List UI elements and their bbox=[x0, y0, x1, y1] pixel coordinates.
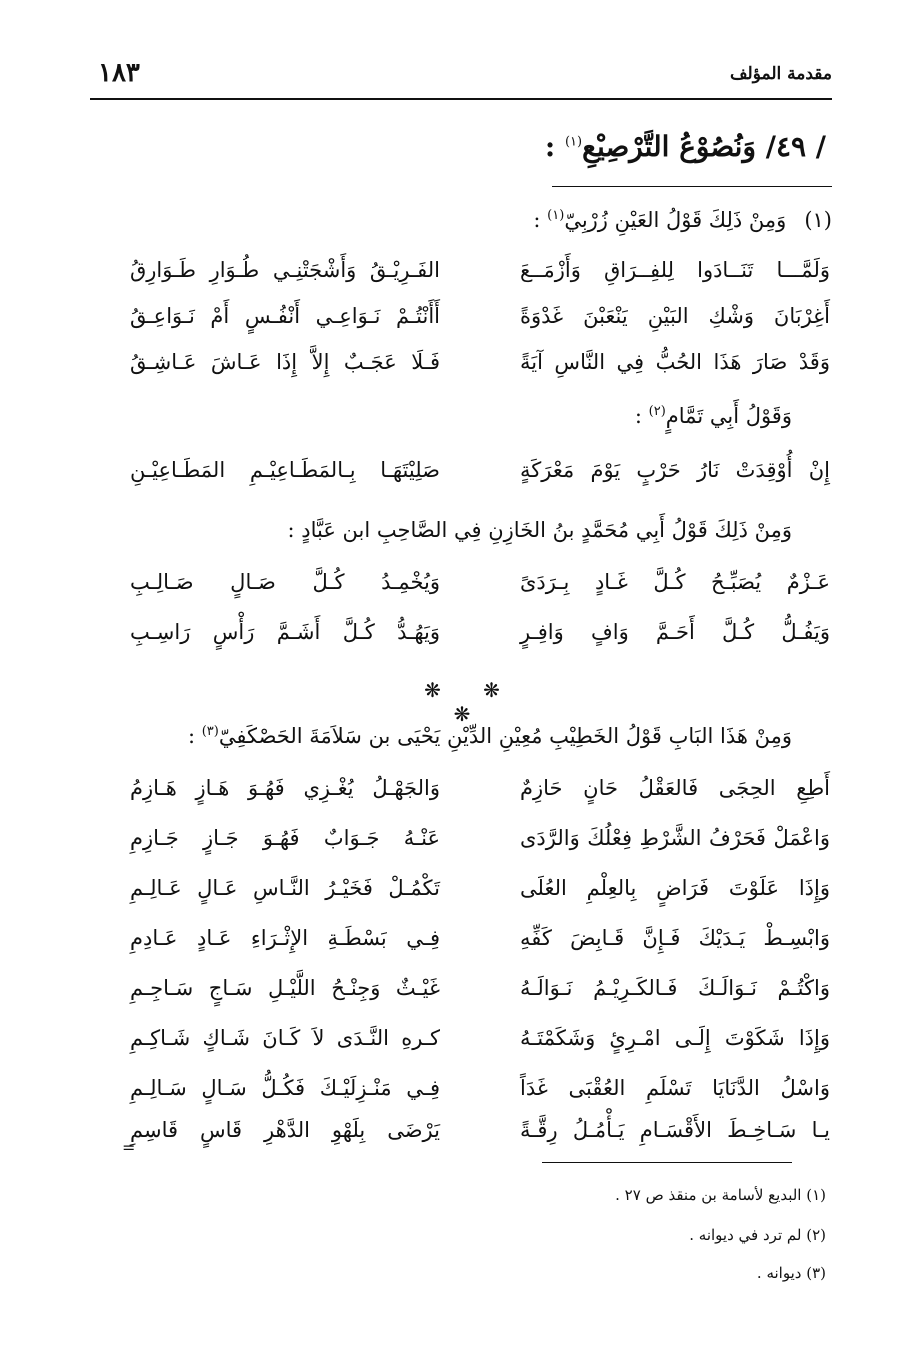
verse-second-hemistich: أَأَنْتُـمْ نَـوَاعِـي أَنْفُـسٍ أَمْ نَـوَاعِـقُ bbox=[130, 304, 440, 328]
verse-second-hemistich: تَكْمُـلْ فَخَيْـرُ النَّـاسِ عَـالٍ عَـالِـمِ bbox=[130, 876, 440, 900]
footnote-rule bbox=[542, 1162, 792, 1163]
verse-first-hemistich: وَإِذَا عَلَوْتَ فَرَاضٍ بِالعِلْمِ العُلَى bbox=[520, 876, 830, 900]
continuation-mark: = bbox=[122, 1138, 136, 1157]
verse-second-hemistich: وَالجَهْـلُ يُغْـزِي فَهُـوَ هَـازٍ هَـازِمُ bbox=[130, 776, 440, 800]
verse-line bbox=[130, 1076, 830, 1110]
verse-line bbox=[130, 258, 830, 292]
verse-first-hemistich: وَإِذَا شَكَوْتَ إِلَـى امْـرِئٍ وَشَكَمْتَـهُ bbox=[520, 1026, 830, 1050]
verse-line bbox=[130, 304, 830, 338]
verse-first-hemistich: أَطِعِ الحِجَى فَالعَقْلُ حَانٍ حَازِمٌ bbox=[520, 776, 830, 800]
verse-line bbox=[130, 976, 830, 1010]
note-ref: (١) bbox=[547, 208, 565, 223]
intro-colon: : bbox=[187, 724, 196, 748]
intro-text: وَمِنْ ذَلِكَ قَوْلُ العَيْنِ زُرْبِيّ bbox=[564, 208, 787, 232]
verse-second-hemistich: فَـلَا عَجَـبٌ إِلاَّ إِذَا عَـاشَ عَـاشِـقُ bbox=[130, 350, 440, 374]
verse-first-hemistich: وَابْسِـطْ يَـدَيْكَ فَـإِنَّ قَـابِضَ كَفِّهِ bbox=[520, 926, 830, 950]
verse-first-hemistich: وَاسْلُ الدَّنَايَا تَسْلَمِ العُقْبَى غَدَاً bbox=[520, 1076, 830, 1100]
intro-line-1 bbox=[92, 208, 832, 232]
running-title: مقدمة المؤلف bbox=[729, 64, 832, 84]
intro-text: وَمِنْ ذَلِكَ قَوْلُ أَبِي مُحَمَّدٍ بنُ الخَازِنِ فِي الصَّاحِبِ ابن عَبَّادٍ bbox=[301, 518, 792, 542]
verse-second-hemistich: كـرهِ النَّـدَى لاَ كَـانَ شَـاكٍ شَـاكِـمِ bbox=[130, 1026, 440, 1050]
header-rule bbox=[90, 98, 832, 100]
running-head bbox=[92, 58, 832, 94]
verse-second-hemistich: فِـي بَسْطَـةِ الإِثْـرَاءِ عَـادٍ عَـادِمِ bbox=[130, 926, 440, 950]
verse-second-hemistich: عَنْـهُ جَـوَابٌ فَهُـوَ جَـازٍ جَـازِمِ bbox=[130, 826, 440, 850]
intro-colon: : bbox=[533, 208, 541, 232]
verse-second-hemistich: فِـي مَنْـزِلَيْـكَ فَكُـلُّ سَـالٍ سَـالِـمِ bbox=[130, 1076, 440, 1100]
note-ref: (٣) bbox=[201, 724, 219, 739]
verse-second-hemistich: وَيُخْمِـدُ كُـلَّ صَـالٍ صَـالِـبِ bbox=[130, 570, 440, 594]
intro-colon: : bbox=[287, 518, 295, 542]
section-heading-note: (١) bbox=[564, 134, 583, 150]
verse-first-hemistich: وَقَدْ صَارَ هَذَا الحُبُّ فِي النَّاسِ آيَةً bbox=[520, 350, 830, 374]
intro-text: وَمِنْ هَذَا البَابِ قَوْلُ الخَطِيْبِ مُعِيْنِ الدِّيْنِ يَحْيَى بن سَلاَمَةَ الحَصْكَفِيّ bbox=[218, 724, 792, 748]
verse-line bbox=[130, 926, 830, 960]
intro-line-2 bbox=[52, 404, 792, 428]
verse-line bbox=[130, 1118, 830, 1152]
verse-line bbox=[130, 876, 830, 910]
verse-first-hemistich: أَغِرْبَانَ وَشْكِ البَيْنِ يَنْعَبْنَ غَدْوَةً bbox=[520, 304, 830, 328]
section-heading-colon: : bbox=[544, 130, 556, 163]
verse-line bbox=[130, 350, 830, 384]
section-separator: ❋ ❋ ❋ bbox=[424, 678, 518, 726]
intro-line-3 bbox=[52, 518, 792, 542]
verse-second-hemistich: الفَـرِيْـقُ وَأَشْجَتْنِـي طُـوَارِ طَـوَارِقُ bbox=[130, 258, 440, 282]
entry-number: (١) bbox=[804, 208, 832, 232]
note-ref: (٢) bbox=[648, 404, 666, 419]
verse-second-hemistich: يَرْضَى بِلَهْوِ الدَّهْرِ قَاسٍ قَاسِمِ bbox=[130, 1118, 440, 1142]
footnote: (٣) ديوانه . bbox=[756, 1264, 826, 1282]
verse-line bbox=[130, 776, 830, 810]
intro-colon: : bbox=[634, 404, 642, 428]
verse-line bbox=[130, 570, 830, 604]
verse-line bbox=[130, 1026, 830, 1060]
verse-first-hemistich: وَلَمَّـــا تَنَــادَوا لِلفِــرَاقِ وَأَزْمَــعَ bbox=[520, 258, 830, 282]
verse-first-hemistich: يـا سَـاخِـطَ الأَقْسَـامِ يَـأْمُـلُ رِقَّـةً bbox=[520, 1118, 830, 1142]
intro-line-4 bbox=[52, 724, 792, 748]
verse-second-hemistich: صَلِيْتَهَـا بِـالمَطَـاعِيْـمِ المَطَـاعِيْـنِ bbox=[130, 458, 440, 482]
verse-second-hemistich: وَيَهُـدُّ كُـلَّ أَشَـمَّ رَأْسٍ رَاسِـبِ bbox=[130, 620, 440, 644]
verse-first-hemistich: وَاعْمَلْ فَحَرْفُ الشَّرْطِ فِعْلُكَ وَالرَّدَى bbox=[520, 826, 830, 850]
verse-first-hemistich: وَيَفُـلُّ كُـلَّ أَحَـمَّ وَافٍ وَافِـرٍ bbox=[520, 620, 830, 644]
verse-first-hemistich: وَاكْتُـمْ نَـوَالَـكَ فَـالكَـرِيْـمُ نَـوَالَـهُ bbox=[520, 976, 830, 1000]
section-heading-text: / ٤٩/ وَنُصُوْعُ التَّرْصِيْعِ bbox=[582, 130, 826, 163]
verse-line bbox=[130, 826, 830, 860]
verse-first-hemistich: عَـزْمٌ يُصَبِّـحُ كُـلَّ غَـادٍ بِـرَدَىً bbox=[520, 570, 830, 594]
footnote: (٢) لم ترد في ديوانه . bbox=[689, 1226, 826, 1244]
intro-text: وَقَوْلُ أَبِي تَمَّامٍ bbox=[665, 404, 792, 428]
footnote: (١) البديع لأسامة بن منقذ ص ٢٧ . bbox=[615, 1186, 826, 1204]
heading-rule bbox=[552, 186, 832, 187]
verse-first-hemistich: إِنْ أُوْقِدَتْ نَارُ حَرْبٍ يَوْمَ مَعْرَكَةٍ bbox=[520, 458, 830, 482]
section-heading bbox=[466, 130, 826, 163]
verse-line bbox=[130, 458, 830, 492]
page-number: ١٨٣ bbox=[98, 58, 140, 88]
verse-line bbox=[130, 620, 830, 654]
verse-second-hemistich: غَيْـثٌ وَجِنْـحُ اللَّيْـلِ سَـاجٍ سَـاجِـمِ bbox=[130, 976, 440, 1000]
